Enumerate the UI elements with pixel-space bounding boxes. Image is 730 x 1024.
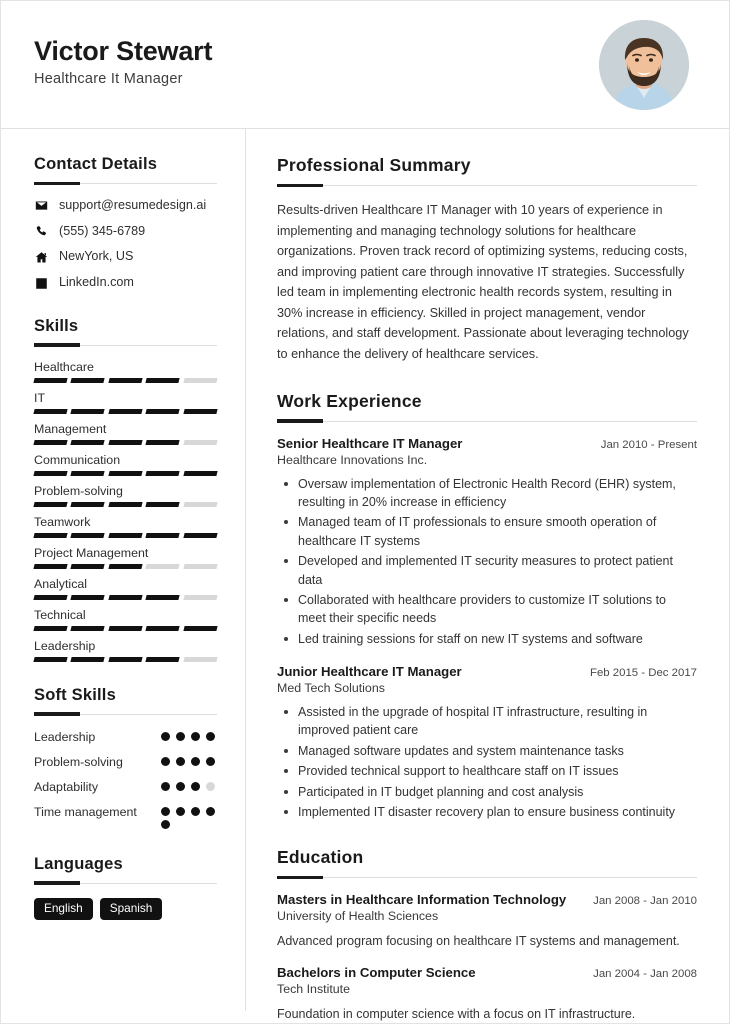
soft-skill-label: Leadership bbox=[34, 729, 96, 744]
section-heading-summary: Professional Summary bbox=[277, 155, 471, 175]
skill-bar-segment bbox=[33, 502, 68, 507]
linkedin-icon bbox=[34, 276, 48, 290]
skill-bar-segment bbox=[33, 378, 68, 383]
work-entry-header bbox=[277, 664, 697, 679]
heading-rule bbox=[34, 183, 217, 184]
skill-bar-segment bbox=[146, 409, 181, 414]
skill-bar-segment bbox=[146, 657, 181, 662]
skill-item bbox=[34, 453, 217, 476]
skill-item bbox=[34, 484, 217, 507]
heading-rule bbox=[34, 714, 217, 715]
skill-bar-segment bbox=[108, 378, 143, 383]
work-entry-list bbox=[277, 436, 697, 822]
education-entry-description: Foundation in computer science with a focus on IT infrastructure. bbox=[277, 1007, 636, 1021]
soft-skill-label: Adaptability bbox=[34, 779, 99, 794]
list-item: Managed software updates and system maintenance tasks bbox=[277, 742, 697, 760]
skill-level-bar bbox=[34, 440, 217, 445]
work-entry-bullets bbox=[277, 475, 697, 648]
education-entry-title: Masters in Healthcare Information Technology bbox=[277, 892, 567, 908]
skill-label: Communication bbox=[34, 452, 121, 467]
rating-dot bbox=[191, 782, 200, 791]
rating-dot bbox=[176, 782, 185, 791]
skill-bar-segment bbox=[71, 657, 106, 662]
soft-skill-row bbox=[34, 779, 217, 797]
soft-skill-rating-dots bbox=[161, 779, 217, 791]
skill-bar-segment bbox=[108, 471, 143, 476]
contact-item-phone[interactable] bbox=[34, 224, 217, 240]
envelope-icon bbox=[34, 199, 48, 213]
list-item: Oversaw implementation of Electronic Health Record (EHR) system, resulting in 20% increase in efficiency bbox=[277, 475, 697, 512]
skill-bar-segment bbox=[33, 440, 68, 445]
skill-bar-segment bbox=[146, 595, 181, 600]
section-heading-languages: Languages bbox=[34, 854, 123, 873]
soft-skills-list bbox=[34, 729, 217, 829]
skill-label: Project Management bbox=[34, 545, 149, 560]
skill-bar-segment bbox=[33, 657, 68, 662]
skill-bar-segment bbox=[33, 471, 68, 476]
rating-dot bbox=[161, 757, 170, 766]
skill-bar-segment bbox=[183, 626, 218, 631]
contact-list bbox=[34, 198, 217, 291]
education-entry bbox=[277, 892, 697, 951]
section-heading-soft-skills: Soft Skills bbox=[34, 685, 116, 704]
education-entry-list bbox=[277, 892, 697, 1024]
skill-label: IT bbox=[34, 390, 46, 405]
work-entry-organization: Med Tech Solutions bbox=[277, 681, 385, 695]
skill-bar-segment bbox=[71, 378, 106, 383]
work-entry bbox=[277, 664, 697, 821]
section-contact-details bbox=[34, 155, 217, 291]
skill-bar-segment bbox=[183, 533, 218, 538]
skill-bar-segment bbox=[33, 626, 68, 631]
education-entry-title: Bachelors in Computer Science bbox=[277, 965, 476, 980]
section-work-experience bbox=[277, 391, 697, 822]
section-heading-work: Work Experience bbox=[277, 390, 422, 411]
soft-skill-label: Time management bbox=[34, 804, 137, 819]
skill-level-bar bbox=[34, 626, 217, 631]
job-title: Healthcare It Manager bbox=[34, 71, 183, 88]
skill-label: Healthcare bbox=[34, 359, 94, 374]
rating-dot bbox=[161, 820, 170, 829]
resume-header bbox=[1, 1, 729, 129]
skill-bar-segment bbox=[108, 626, 143, 631]
skill-bar-segment bbox=[71, 502, 106, 507]
education-entry-date: Jan 2004 - Jan 2008 bbox=[593, 968, 697, 980]
skill-item bbox=[34, 515, 217, 538]
section-education bbox=[277, 847, 697, 1024]
contact-value-email: support@resumedesign.ai bbox=[59, 198, 207, 212]
skill-bar-segment bbox=[146, 471, 181, 476]
skill-bar-segment bbox=[108, 657, 143, 662]
soft-skill-rating-dots bbox=[161, 729, 217, 741]
skill-item bbox=[34, 608, 217, 631]
work-entry-organization: Healthcare Innovations Inc. bbox=[277, 452, 428, 467]
soft-skill-label: Problem-solving bbox=[34, 754, 123, 769]
heading-rule bbox=[277, 185, 697, 186]
rating-dot bbox=[191, 757, 200, 766]
skill-bar-segment bbox=[146, 533, 181, 538]
work-entry-title: Senior Healthcare IT Manager bbox=[277, 435, 463, 451]
skill-level-bar bbox=[34, 533, 217, 538]
rating-dot bbox=[161, 782, 170, 791]
skill-bar-segment bbox=[108, 595, 143, 600]
language-pill: Spanish bbox=[100, 898, 163, 921]
work-entry bbox=[277, 436, 697, 648]
rating-dot bbox=[206, 807, 215, 816]
rating-dot bbox=[206, 782, 215, 791]
home-icon bbox=[34, 250, 48, 264]
skill-label: Technical bbox=[34, 607, 86, 622]
skill-level-bar bbox=[34, 502, 217, 507]
section-heading-education: Education bbox=[277, 847, 364, 868]
skill-bar-segment bbox=[33, 564, 68, 569]
heading-rule bbox=[277, 421, 697, 422]
language-pill-list bbox=[34, 898, 217, 921]
skill-bar-segment bbox=[146, 440, 181, 445]
sidebar bbox=[1, 129, 246, 1011]
page-title: Victor Stewart bbox=[34, 35, 213, 66]
skill-level-bar bbox=[34, 409, 217, 414]
contact-value-location: NewYork, US bbox=[59, 249, 134, 264]
skill-bar-segment bbox=[108, 564, 143, 569]
skill-bar-segment bbox=[71, 595, 106, 600]
section-soft-skills bbox=[34, 686, 217, 829]
contact-value-phone: (555) 345-6789 bbox=[59, 223, 146, 238]
skill-bar-segment bbox=[183, 440, 218, 445]
skill-bar-segment bbox=[108, 440, 143, 445]
education-entry-institution: Tech Institute bbox=[277, 982, 351, 996]
section-skills bbox=[34, 317, 217, 662]
list-item: Collaborated with healthcare providers to customize IT solutions to meet their specific needs bbox=[277, 591, 697, 628]
section-heading-skills: Skills bbox=[34, 316, 79, 335]
skills-list bbox=[34, 360, 217, 662]
skill-bar-segment bbox=[71, 471, 106, 476]
list-item: Led training sessions for staff on new IT systems and software bbox=[277, 630, 697, 648]
rating-dot bbox=[191, 807, 200, 816]
skill-bar-segment bbox=[183, 564, 218, 569]
skill-label: Teamwork bbox=[34, 514, 91, 529]
skill-item bbox=[34, 546, 217, 569]
skill-bar-segment bbox=[108, 502, 143, 507]
skill-bar-segment bbox=[33, 533, 68, 538]
education-entry-header bbox=[277, 892, 697, 907]
phone-icon bbox=[34, 225, 48, 239]
skill-label: Problem-solving bbox=[34, 483, 123, 498]
heading-rule bbox=[277, 877, 697, 878]
rating-dot bbox=[206, 732, 215, 741]
soft-skill-rating-dots bbox=[161, 754, 217, 766]
skill-level-bar bbox=[34, 657, 217, 662]
skill-level-bar bbox=[34, 378, 217, 383]
skill-item bbox=[34, 422, 217, 445]
work-entry-title: Junior Healthcare IT Manager bbox=[277, 664, 462, 679]
language-pill: English bbox=[34, 898, 93, 921]
work-entry-date: Jan 2010 - Present bbox=[600, 438, 697, 451]
skill-bar-segment bbox=[183, 502, 218, 507]
avatar-photo-icon bbox=[599, 20, 689, 110]
skill-bar-segment bbox=[33, 595, 68, 600]
skill-bar-segment bbox=[183, 595, 218, 600]
rating-dot bbox=[176, 757, 185, 766]
rating-dot bbox=[191, 732, 200, 741]
list-item: Assisted in the upgrade of hospital IT infrastructure, resulting in improved patient care bbox=[277, 703, 697, 740]
section-languages bbox=[34, 855, 217, 921]
soft-skill-rating-dots bbox=[161, 804, 217, 829]
education-entry-institution: University of Health Sciences bbox=[277, 909, 439, 924]
education-entry-date: Jan 2008 - Jan 2010 bbox=[593, 895, 697, 908]
education-entry-description: Advanced program focusing on healthcare IT systems and management. bbox=[277, 934, 680, 949]
heading-rule bbox=[34, 883, 217, 884]
heading-rule bbox=[34, 345, 217, 346]
rating-dot bbox=[176, 732, 185, 741]
work-entry-header bbox=[277, 436, 697, 451]
skill-label: Leadership bbox=[34, 638, 96, 653]
skill-bar-segment bbox=[146, 564, 181, 569]
identity-block bbox=[34, 36, 212, 93]
contact-value-linkedin: LinkedIn.com bbox=[59, 275, 134, 290]
rating-dot bbox=[161, 807, 170, 816]
education-entry-header bbox=[277, 965, 697, 980]
skill-bar-segment bbox=[183, 471, 218, 476]
avatar bbox=[599, 20, 689, 110]
list-item: Managed team of IT professionals to ensure smooth operation of healthcare IT systems bbox=[277, 513, 697, 550]
skill-item bbox=[34, 577, 217, 600]
skill-bar-segment bbox=[108, 533, 143, 538]
skill-item bbox=[34, 639, 217, 662]
rating-dot bbox=[176, 807, 185, 816]
list-item: Participated in IT budget planning and cost analysis bbox=[277, 783, 697, 801]
education-entry bbox=[277, 965, 697, 1024]
skill-bar-segment bbox=[183, 657, 218, 662]
soft-skill-row bbox=[34, 754, 217, 772]
soft-skill-row bbox=[34, 804, 217, 829]
skill-label: Management bbox=[34, 421, 107, 436]
skill-bar-segment bbox=[146, 378, 181, 383]
skill-level-bar bbox=[34, 471, 217, 476]
rating-dot bbox=[161, 732, 170, 741]
work-entry-bullets bbox=[277, 703, 697, 821]
contact-item-email[interactable] bbox=[34, 198, 217, 214]
list-item: Provided technical support to healthcare staff on IT issues bbox=[277, 762, 697, 780]
skill-bar-segment bbox=[71, 533, 106, 538]
soft-skill-row bbox=[34, 729, 217, 747]
main-content bbox=[246, 129, 729, 1021]
skill-bar-segment bbox=[146, 502, 181, 507]
resume-body bbox=[1, 129, 729, 1021]
summary-text: Results-driven Healthcare IT Manager with 10 years of experience in implementing and managing technology solutions for healthcare organizations. Proven track record of optimizing systems, reducing costs, and improving patient care through innovative IT strategies. Successfully led team in implementing electronic health records system, resulting in 30% increase in efficiency. Skilled in project management, vendor relations, and staff development. Passionate about leveraging technology to enhance the delivery of healthcare services. bbox=[277, 203, 689, 362]
skill-bar-segment bbox=[183, 378, 218, 383]
list-item: Implemented IT disaster recovery plan to ensure business continuity bbox=[277, 803, 697, 821]
skill-bar-segment bbox=[33, 409, 68, 414]
skill-item bbox=[34, 391, 217, 414]
rating-dot bbox=[206, 757, 215, 766]
skill-bar-segment bbox=[71, 626, 106, 631]
section-heading-contact: Contact Details bbox=[34, 155, 158, 173]
list-item: Developed and implemented IT security measures to protect patient data bbox=[277, 552, 697, 589]
section-professional-summary bbox=[277, 155, 697, 365]
skill-level-bar bbox=[34, 564, 217, 569]
skill-bar-segment bbox=[71, 440, 106, 445]
skill-bar-segment bbox=[71, 409, 106, 414]
skill-label: Analytical bbox=[34, 576, 88, 591]
skill-level-bar bbox=[34, 595, 217, 600]
contact-item-linkedin[interactable] bbox=[34, 275, 217, 291]
contact-item-location[interactable] bbox=[34, 249, 217, 265]
work-entry-date: Feb 2015 - Dec 2017 bbox=[589, 667, 697, 679]
skill-bar-segment bbox=[71, 564, 106, 569]
skill-item bbox=[34, 360, 217, 383]
skill-bar-segment bbox=[183, 409, 218, 414]
skill-bar-segment bbox=[146, 626, 181, 631]
skill-bar-segment bbox=[108, 409, 143, 414]
